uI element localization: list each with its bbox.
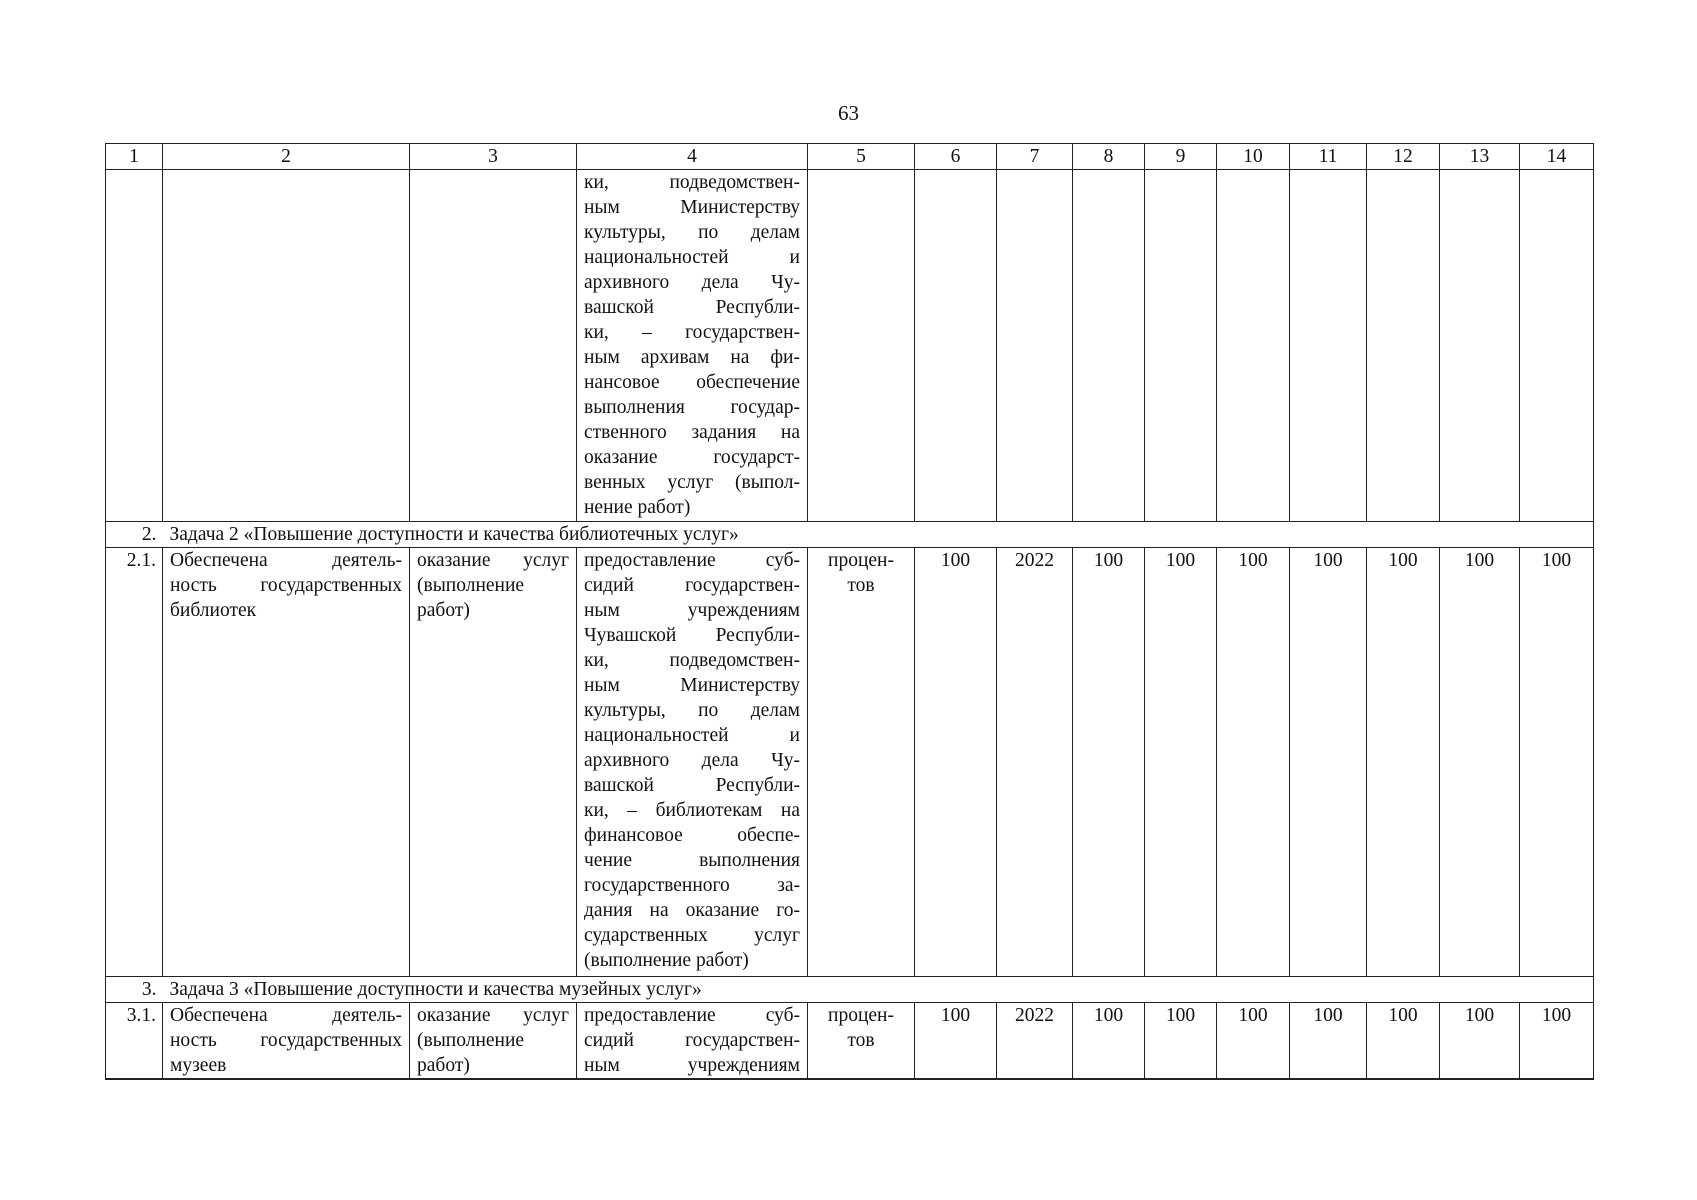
column-header: 6 xyxy=(915,144,997,170)
empty-cell xyxy=(1440,170,1520,522)
empty-cell xyxy=(997,170,1073,522)
text-line: выполнения государ- xyxy=(584,397,800,418)
text-line: финансовое обеспе- xyxy=(584,825,800,846)
empty-cell xyxy=(808,170,915,522)
text-line: процен- xyxy=(828,550,894,571)
page-number: 63 xyxy=(838,101,859,125)
text-line: вашской Республи- xyxy=(584,775,800,796)
task-title: Задача 2 «Повышение доступности и качества библиотечных услуг» xyxy=(163,522,1594,548)
text-line: оказание услуг xyxy=(417,1005,569,1026)
text-line: Обеспечена деятель- xyxy=(170,550,402,571)
text-line: архивного дела Чу- xyxy=(584,272,800,293)
unit-cell xyxy=(808,1003,915,1080)
text-line: ственного задания на xyxy=(584,422,800,443)
text-line: государственного за- xyxy=(584,875,800,896)
text-line: венных услуг (выпол- xyxy=(584,472,800,493)
empty-cell xyxy=(106,170,163,522)
text-line: ки, подведомствен- xyxy=(584,650,800,671)
text-line: ным Министерству xyxy=(584,197,800,218)
value-cell: 100 xyxy=(1145,548,1217,977)
empty-cell xyxy=(1217,170,1290,522)
text-line: оказание государст- xyxy=(584,447,800,468)
year-cell: 2022 xyxy=(997,1003,1073,1080)
text-line: Чувашской Республи- xyxy=(584,625,800,646)
text-line: сидий государствен- xyxy=(584,1030,800,1051)
column-header: 14 xyxy=(1520,144,1594,170)
task-number: 3. xyxy=(106,977,163,1003)
value-cell: 100 xyxy=(1217,548,1290,977)
text-line: национальностей и xyxy=(584,247,800,268)
value-cell: 100 xyxy=(1073,548,1145,977)
task-number: 2. xyxy=(106,522,163,548)
text-line: ным архивам на фи- xyxy=(584,347,800,368)
column-header: 13 xyxy=(1440,144,1520,170)
column-header: 3 xyxy=(410,144,577,170)
text-line: предоставление суб- xyxy=(584,550,800,571)
text-line: ки, – библиотекам на xyxy=(584,800,800,821)
empty-cell xyxy=(1290,170,1367,522)
value-cell: 100 xyxy=(1290,548,1367,977)
value-cell: 100 xyxy=(1367,1003,1440,1080)
column-header: 10 xyxy=(1217,144,1290,170)
text-line: ность государственных xyxy=(170,575,402,596)
empty-cell xyxy=(1145,170,1217,522)
text-line: чение выполнения xyxy=(584,850,800,871)
result-type xyxy=(410,1003,577,1080)
text-line: предоставление суб- xyxy=(584,1005,800,1026)
text-line: (выполнение xyxy=(417,575,525,596)
empty-cell xyxy=(163,170,410,522)
column-header: 5 xyxy=(808,144,915,170)
text-line: оказание услуг xyxy=(417,550,569,571)
text-line: культуры, по делам xyxy=(584,700,800,721)
text-line: библиотек xyxy=(170,600,257,621)
task-row xyxy=(106,522,1594,548)
value-cell: 100 xyxy=(1367,548,1440,977)
text-line: ным учреждениям xyxy=(584,600,800,621)
table-row xyxy=(106,1003,1594,1080)
row-number: 2.1. xyxy=(106,548,163,977)
unit-cell xyxy=(808,548,915,977)
task-title: Задача 3 «Повышение доступности и качества музейных услуг» xyxy=(163,977,1594,1003)
task-row xyxy=(106,977,1594,1003)
value-cell: 100 xyxy=(915,548,997,977)
text-line: ки, подведомствен- xyxy=(584,172,800,193)
column-number-row xyxy=(106,144,1594,170)
text-line: нансовое обеспечение xyxy=(584,372,800,393)
empty-cell xyxy=(1073,170,1145,522)
result-description xyxy=(163,548,410,977)
result-type xyxy=(410,548,577,977)
text-line: национальностей и xyxy=(584,725,800,746)
text-line: ным Министерству xyxy=(584,675,800,696)
text-line: сидий государствен- xyxy=(584,575,800,596)
text-line: тов xyxy=(847,575,875,596)
column-header: 9 xyxy=(1145,144,1217,170)
empty-cell xyxy=(410,170,577,522)
value-cell: 100 xyxy=(915,1003,997,1080)
column-header: 1 xyxy=(106,144,163,170)
column-header: 11 xyxy=(1290,144,1367,170)
value-cell: 100 xyxy=(1145,1003,1217,1080)
text-line: Обеспечена деятель- xyxy=(170,1005,402,1026)
value-cell: 100 xyxy=(1520,548,1594,977)
measure-description xyxy=(577,170,808,522)
text-line: архивного дела Чу- xyxy=(584,750,800,771)
text-line: работ) xyxy=(417,600,470,621)
row-number: 3.1. xyxy=(106,1003,163,1080)
value-cell: 100 xyxy=(1440,1003,1520,1080)
year-cell: 2022 xyxy=(997,548,1073,977)
text-line: тов xyxy=(847,1030,875,1051)
text-line: вашской Республи- xyxy=(584,297,800,318)
column-header: 4 xyxy=(577,144,808,170)
text-line: ность государственных xyxy=(170,1030,402,1051)
text-line: (выполнение работ) xyxy=(584,950,749,971)
text-line: работ) xyxy=(417,1055,470,1076)
text-line: сударственных услуг xyxy=(584,925,800,946)
value-cell: 100 xyxy=(1290,1003,1367,1080)
text-line: нение работ) xyxy=(584,497,691,518)
text-line: дания на оказание го- xyxy=(584,900,800,921)
value-cell: 100 xyxy=(1073,1003,1145,1080)
text-line: культуры, по делам xyxy=(584,222,800,243)
text-line: ки, – государствен- xyxy=(584,322,800,343)
result-description xyxy=(163,1003,410,1080)
value-cell: 100 xyxy=(1520,1003,1594,1080)
value-cell: 100 xyxy=(1440,548,1520,977)
empty-cell xyxy=(1520,170,1594,522)
indicator-table xyxy=(105,143,1594,1080)
text-line: (выполнение xyxy=(417,1030,525,1051)
value-cell: 100 xyxy=(1217,1003,1290,1080)
text-line: музеев xyxy=(170,1055,227,1076)
column-header: 7 xyxy=(997,144,1073,170)
column-header: 2 xyxy=(163,144,410,170)
measure-description xyxy=(577,1003,808,1080)
column-header: 8 xyxy=(1073,144,1145,170)
text-line: процен- xyxy=(828,1005,894,1026)
table-row xyxy=(106,170,1594,522)
empty-cell xyxy=(1367,170,1440,522)
measure-description xyxy=(577,548,808,977)
table-row xyxy=(106,548,1594,977)
column-header: 12 xyxy=(1367,144,1440,170)
text-line: ным учреждениям xyxy=(584,1055,800,1076)
empty-cell xyxy=(915,170,997,522)
